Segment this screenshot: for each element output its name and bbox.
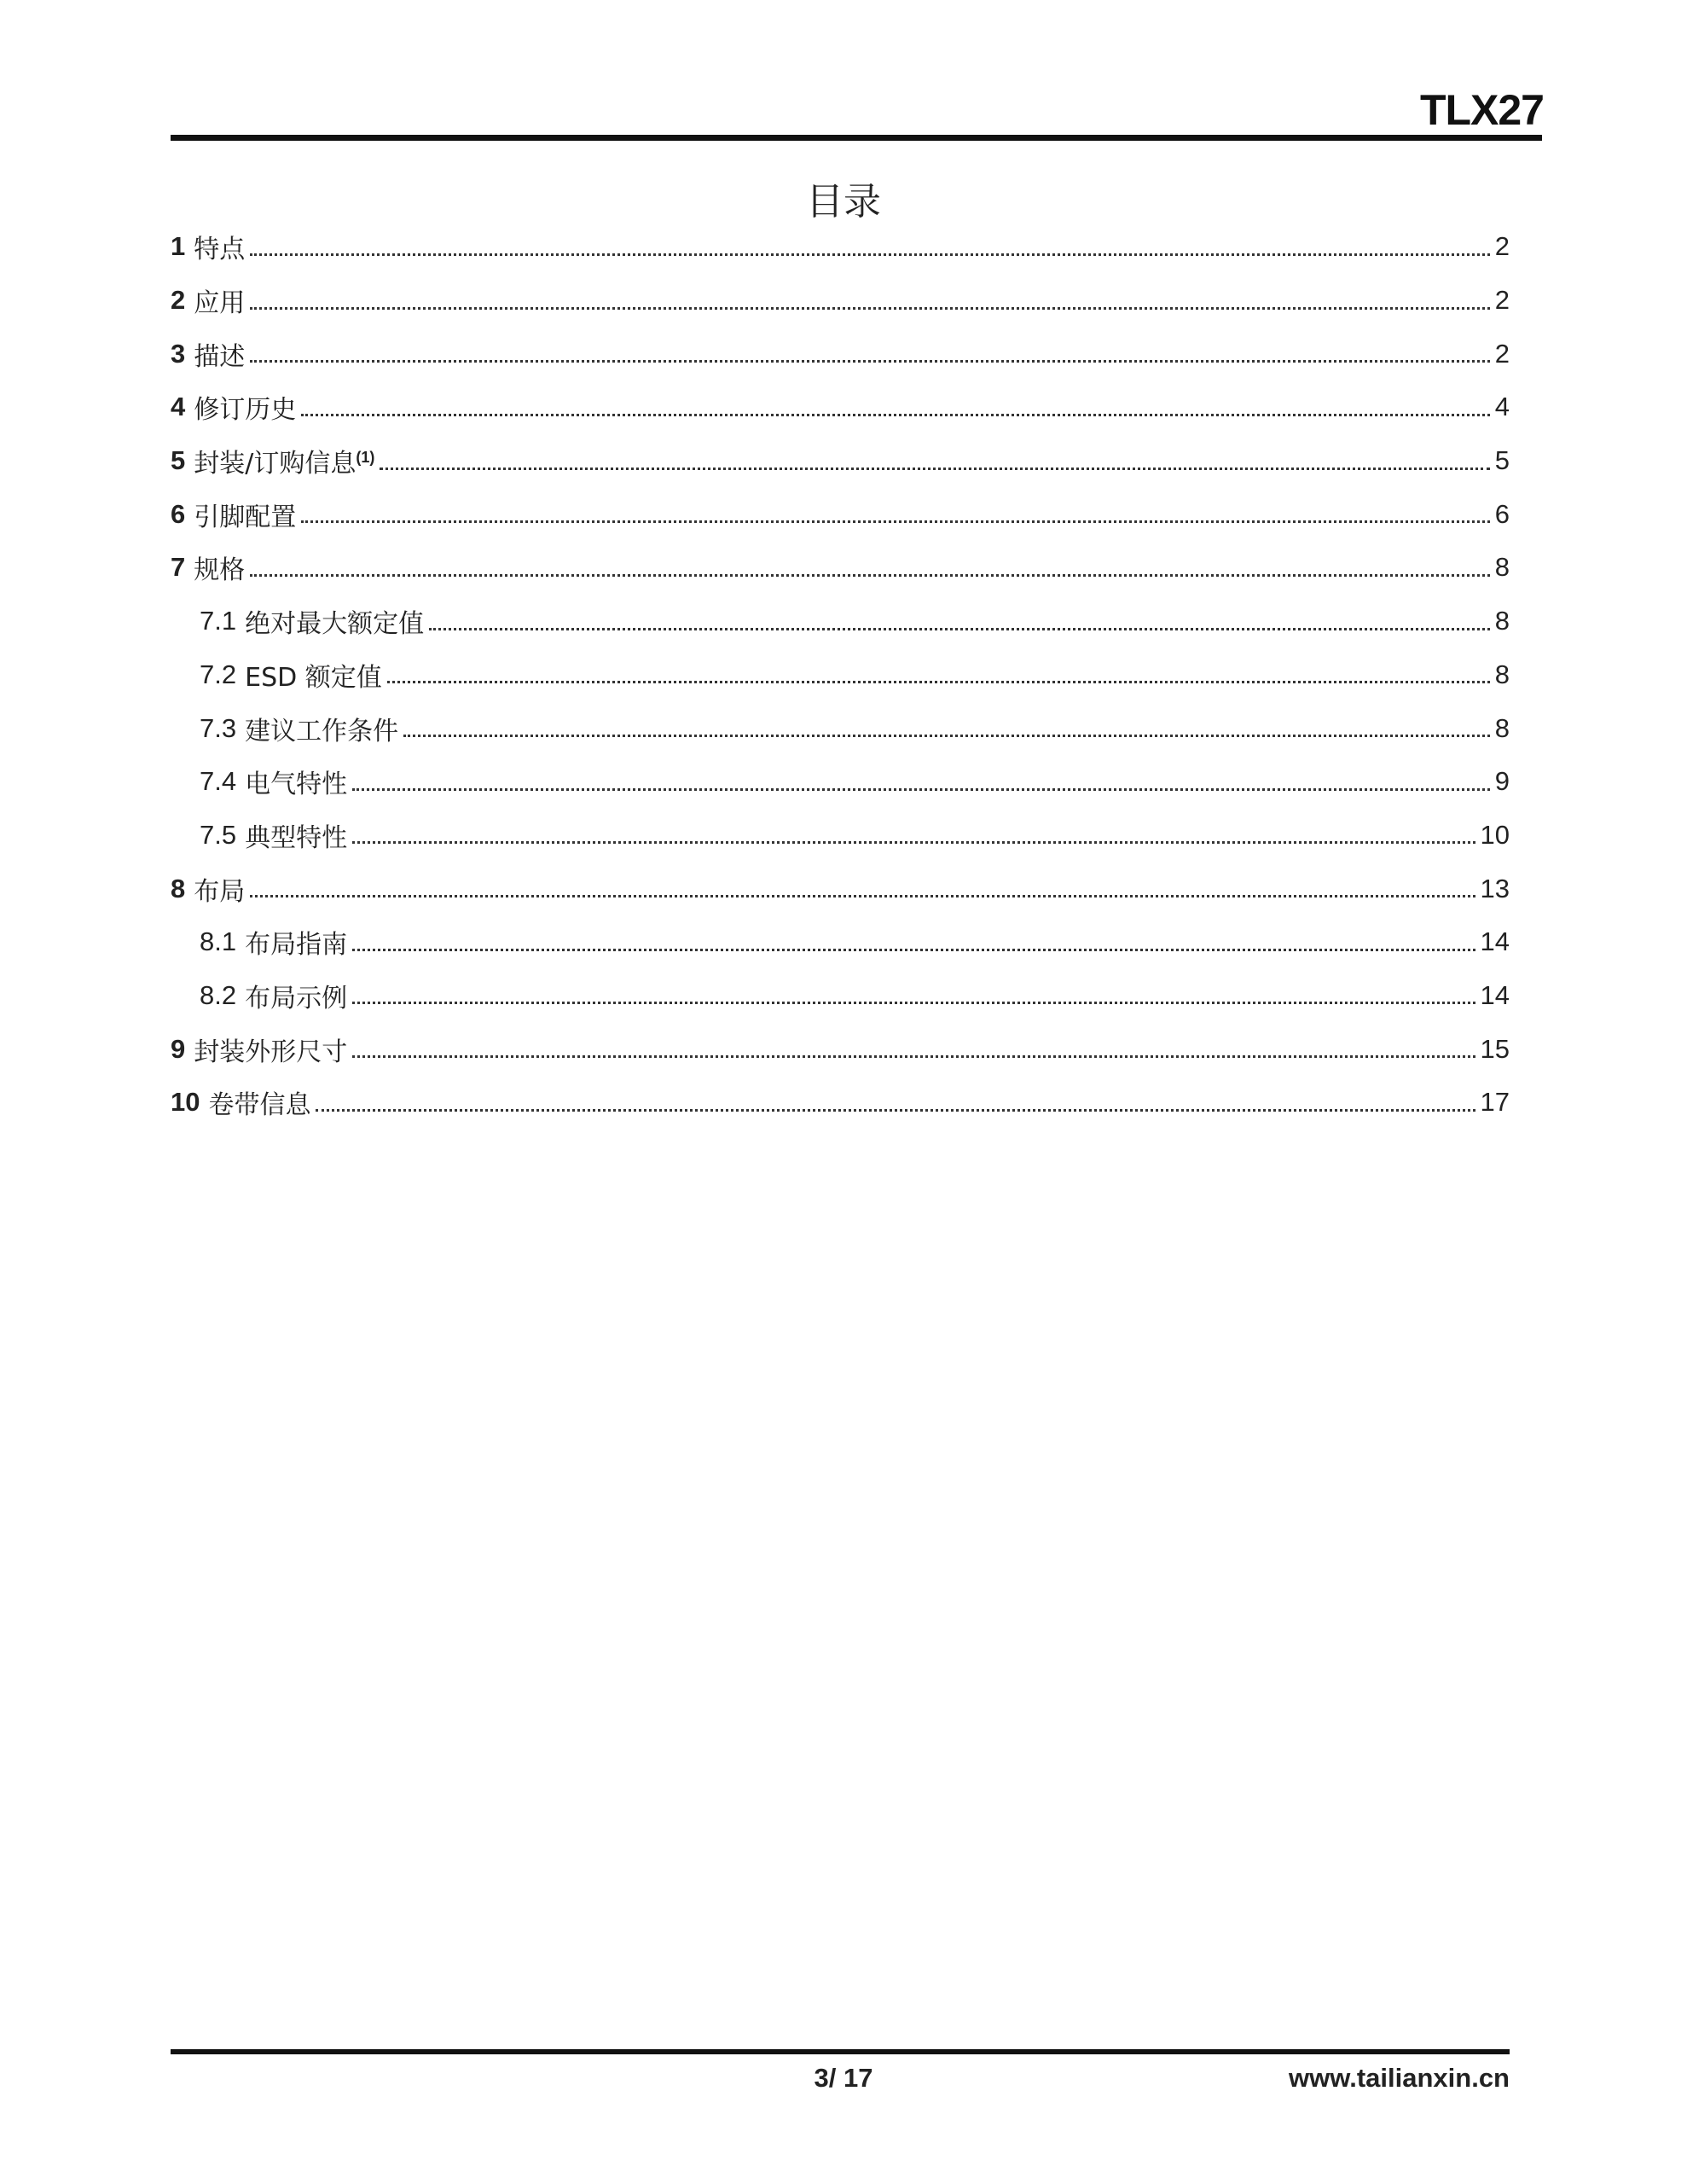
toc-entry-number: 2 [171, 285, 186, 316]
toc-dot-leader [250, 895, 1475, 897]
toc-entry-page: 10 [1480, 819, 1510, 850]
toc-dot-leader [316, 1109, 1475, 1112]
toc-entry-title: 封装外形尺寸 [194, 1037, 348, 1067]
toc-entry[interactable] [171, 809, 1510, 863]
toc-entry[interactable] [171, 862, 1510, 915]
toc-entry[interactable] [171, 434, 1510, 488]
toc-dot-leader [352, 1055, 1475, 1058]
toc-entry-title: 典型特性 [245, 822, 348, 853]
toc-entry-title: 封装/订购信息 [194, 449, 357, 479]
toc-entry[interactable] [171, 595, 1510, 648]
toc-entry-page: 4 [1494, 392, 1510, 422]
toc-entry-number: 7.4 [200, 766, 237, 797]
toc-entry-page: 17 [1480, 1087, 1510, 1118]
toc-entry-title: 修订历史 [194, 395, 297, 426]
toc-entry-number: 8 [171, 873, 186, 903]
toc-entry[interactable] [171, 380, 1510, 434]
toc-entry-number: 7.1 [200, 606, 237, 636]
toc-entry[interactable] [171, 541, 1510, 595]
toc-entry-title: 规格 [194, 555, 246, 586]
toc-entry-number: 8.2 [200, 979, 237, 1010]
toc-dot-leader [380, 468, 1489, 470]
document-title: TLX27 [1419, 86, 1544, 134]
toc-entry-page: 8 [1494, 606, 1510, 636]
toc-entry-title: 引脚配置 [194, 502, 297, 532]
toc-entry-page: 13 [1480, 873, 1510, 903]
toc-entry-number: 1 [171, 231, 186, 262]
toc-entry[interactable] [171, 1022, 1510, 1076]
toc-dot-leader [352, 841, 1475, 844]
toc-entry-page: 2 [1494, 231, 1510, 262]
toc-entry[interactable] [171, 220, 1510, 274]
toc-entry-title: 布局 [194, 876, 246, 907]
toc-entry[interactable] [171, 915, 1510, 969]
toc-entry[interactable] [171, 327, 1510, 380]
toc-entry-page: 2 [1494, 338, 1510, 369]
toc-entry[interactable] [171, 701, 1510, 755]
toc-entry-page: 6 [1494, 498, 1510, 529]
toc-dot-leader [250, 360, 1490, 363]
toc-entry-page: 2 [1494, 285, 1510, 316]
toc-entry-number: 7 [171, 552, 186, 583]
toc-entry-page: 14 [1480, 979, 1510, 1010]
toc-entry-page: 14 [1480, 926, 1510, 957]
toc-entry-title: 应用 [194, 288, 246, 319]
toc-dot-leader [352, 788, 1490, 791]
toc-entry-title: ESD 额定值 [245, 662, 382, 693]
toc-entry-number: 7.3 [200, 712, 237, 743]
toc-entry-page: 8 [1494, 659, 1510, 689]
footer-divider [171, 2049, 1510, 2054]
toc-entry-title: 绝对最大额定值 [245, 609, 425, 640]
toc-entry-number: 8.1 [200, 926, 237, 957]
toc-entry-page: 5 [1494, 445, 1510, 476]
toc-dot-leader [403, 735, 1490, 737]
toc-entry-title: 特点 [194, 235, 246, 265]
toc-dot-leader [250, 307, 1490, 310]
toc-entry-page: 8 [1494, 552, 1510, 583]
toc-entry-title: 卷带信息 [208, 1090, 311, 1121]
toc-entry[interactable] [171, 274, 1510, 328]
toc-heading: 目录 [806, 180, 881, 224]
toc-entry-title: 描述 [194, 341, 246, 372]
toc-dot-leader [352, 949, 1475, 951]
toc-entry-number: 9 [171, 1033, 186, 1064]
toc-entry-title: 电气特性 [245, 770, 348, 800]
toc-entry-number: 7.2 [200, 659, 237, 689]
toc-entry-page: 15 [1480, 1033, 1510, 1064]
header-divider [171, 135, 1542, 141]
table-of-contents [171, 220, 1510, 1130]
toc-dot-leader [301, 414, 1490, 416]
website-link[interactable]: www.tailianxin.cn [1289, 2063, 1510, 2093]
toc-entry[interactable] [171, 1076, 1510, 1130]
toc-entry[interactable] [171, 969, 1510, 1023]
toc-entry-footnote-marker: (1) [356, 448, 375, 466]
toc-entry[interactable] [171, 648, 1510, 702]
toc-dot-leader [387, 681, 1490, 683]
toc-entry-number: 4 [171, 392, 186, 422]
toc-entry-title: 布局指南 [245, 930, 348, 961]
toc-entry-title: 布局示例 [245, 983, 348, 1014]
toc-entry-number: 5 [171, 445, 186, 476]
page-number: 3/ 17 [814, 2063, 873, 2093]
toc-dot-leader [301, 520, 1490, 523]
toc-entry[interactable] [171, 487, 1510, 541]
toc-entry[interactable] [171, 755, 1510, 809]
toc-dot-leader [250, 253, 1490, 256]
toc-entry-page: 8 [1494, 712, 1510, 743]
toc-dot-leader [352, 1002, 1475, 1004]
toc-entry-number: 7.5 [200, 819, 237, 850]
toc-entry-number: 6 [171, 498, 186, 529]
toc-entry-page: 9 [1494, 766, 1510, 797]
toc-entry-number: 3 [171, 338, 186, 369]
toc-dot-leader [250, 574, 1490, 577]
toc-entry-title: 建议工作条件 [245, 716, 399, 746]
toc-dot-leader [429, 628, 1490, 630]
toc-entry-number: 10 [171, 1087, 200, 1118]
